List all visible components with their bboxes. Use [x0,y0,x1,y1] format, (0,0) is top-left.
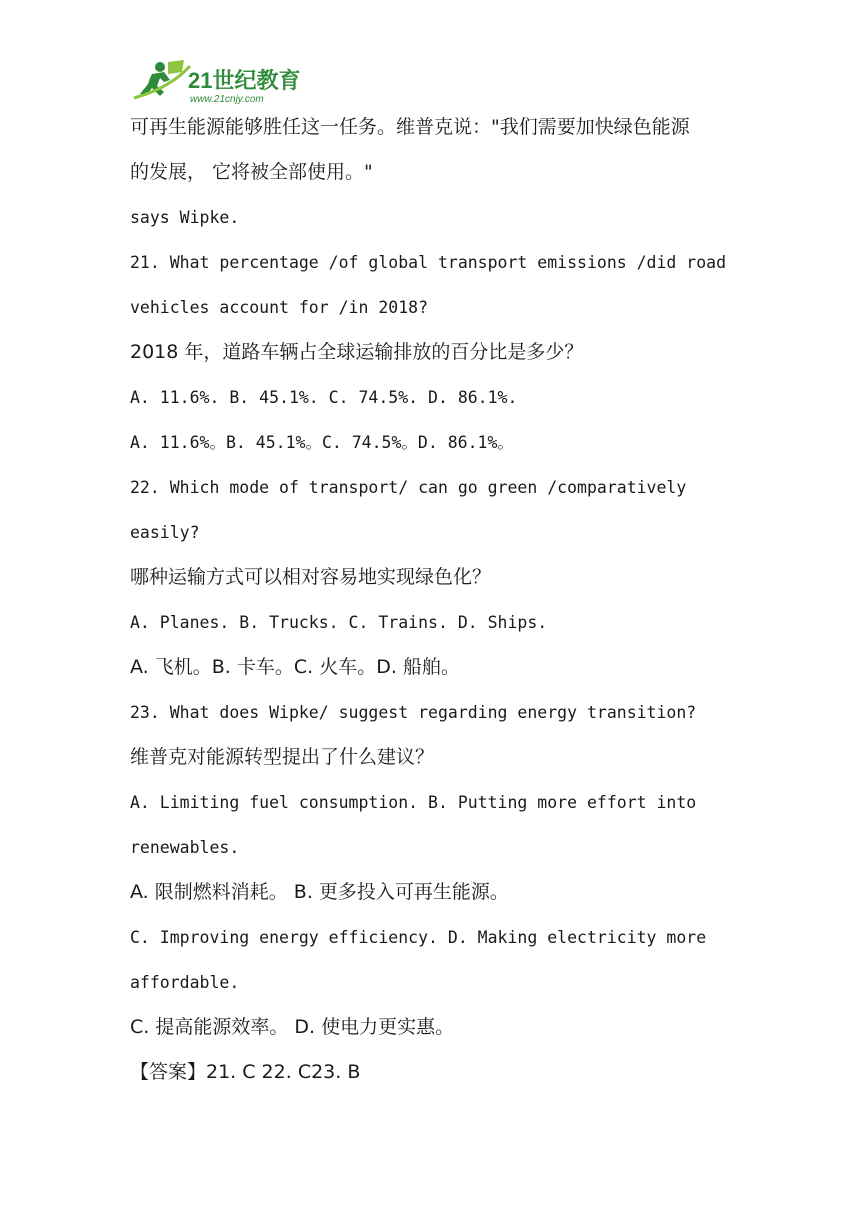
text-line: easily? [130,523,200,542]
question-21: 21. What percentage /of global transport emissions /did road [130,253,727,272]
question-23-translation: 维普克对能源转型提出了什么建议？ [130,746,435,768]
text-line: vehicles account for /in 2018? [130,298,429,317]
logo-text: 21世纪教育 [188,68,301,93]
question-23-options-cd-translation: C. 提高能源效率。 D. 使电力更实惠。 [130,1016,455,1038]
question-22-options: A. Planes. B. Trucks. C. Trains. D. Ships. [130,613,548,632]
question-22-translation: 哪种运输方式可以相对容易地实现绿色化？ [130,566,492,588]
question-21-translation: 2018 年，道路车辆占全球运输排放的百分比是多少？ [130,341,584,363]
answer-key: 【答案】21. C 22. C23. B [130,1061,361,1083]
question-21-options-translation: A. 11.6%。B. 45.1%。C. 74.5%。D. 86.1%。 [130,433,514,452]
text-line: 可再生能源能够胜任这一任务。维普克说："我们需要加快绿色能源 [130,116,690,138]
question-22-options-translation: A. 飞机。B. 卡车。C. 火车。D. 船舶。 [130,656,460,678]
text-line: affordable. [130,973,240,992]
text-line: 的发展， 它将被全部使用。" [130,161,373,183]
site-logo [130,58,305,106]
question-23-options-ab: A. Limiting fuel consumption. B. Putting more effort into [130,793,697,812]
question-23-options-cd: C. Improving energy efficiency. D. Making electricity more [130,928,707,947]
question-23-options-ab-translation: A. 限制燃料消耗。 B. 更多投入可再生能源。 [130,881,509,903]
text-line: renewables. [130,838,240,857]
logo-graphic [130,58,305,106]
question-23: 23. What does Wipke/ suggest regarding energy transition? [130,703,697,722]
question-21-options: A. 11.6%. B. 45.1%. C. 74.5%. D. 86.1%. [130,388,518,407]
logo-url: www.21cnjy.com [190,94,264,105]
document-body [130,105,770,1095]
text-line: says Wipke. [130,208,240,227]
question-22: 22. Which mode of transport/ can go green /comparatively [130,478,687,497]
